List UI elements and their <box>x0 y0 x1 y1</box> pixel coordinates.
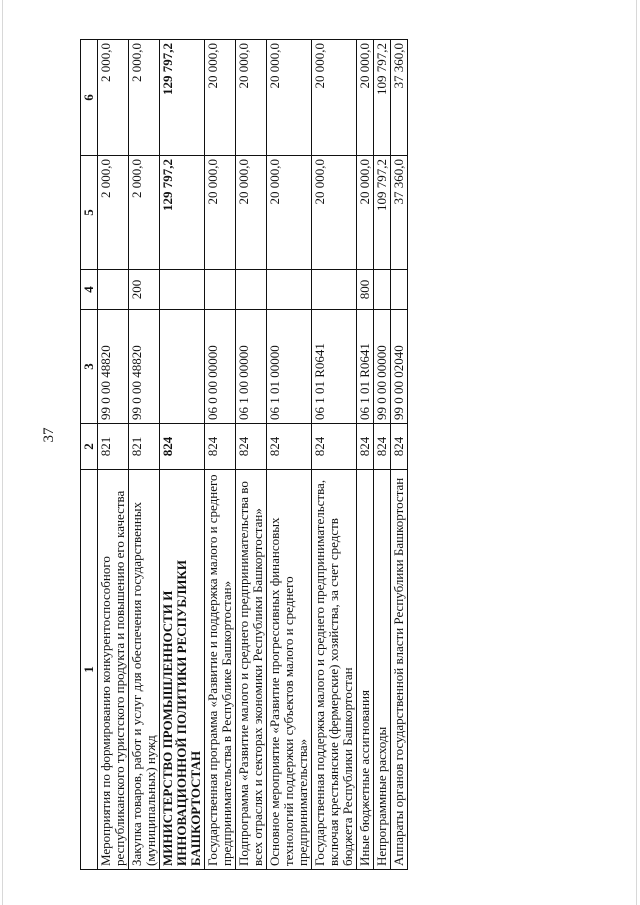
row-name: МИНИСТЕРСТВО ПРОМЫШЛЕННОСТИ И ИННОВАЦИОННОЙ ПОЛИТИКИ РЕСПУБЛИКИ БАШКОРТОСТАН <box>160 470 205 870</box>
row-vr <box>391 270 408 310</box>
table-row-ministry <box>160 40 205 870</box>
column-header: 6 <box>81 40 98 156</box>
row-csr <box>160 310 205 424</box>
row-vr <box>236 270 267 310</box>
budget-table <box>80 39 408 870</box>
row-name: Аппараты органов государственной власти Республики Башкортостан <box>391 470 408 870</box>
row-sum-2: 20 000,0 <box>357 40 374 156</box>
row-csr: 99 0 00 48820 <box>98 310 129 424</box>
row-sum-1: 20 000,0 <box>267 156 312 270</box>
row-csr: 06 1 01 00000 <box>267 310 312 424</box>
row-csr: 06 0 00 00000 <box>205 310 236 424</box>
column-header: 4 <box>81 270 98 310</box>
row-grbs: 824 <box>160 424 205 470</box>
row-grbs: 824 <box>236 424 267 470</box>
rotated-table-container <box>80 40 500 870</box>
column-header: 5 <box>81 156 98 270</box>
row-sum-1: 20 000,0 <box>205 156 236 270</box>
row-csr: 99 0 00 00000 <box>374 310 391 424</box>
row-name: Основное мероприятие «Развитие прогрессивных финансовых технологий поддержки субъектов малого и среднего предпринимательства» <box>267 470 312 870</box>
table-row <box>357 40 374 870</box>
row-sum-2: 109 797,2 <box>374 40 391 156</box>
row-vr <box>205 270 236 310</box>
row-sum-1: 2 000,0 <box>129 156 160 270</box>
table-row <box>236 40 267 870</box>
row-grbs: 824 <box>205 424 236 470</box>
row-name: Закупка товаров, работ и услуг для обеспечения государственных (муниципальных) нужд <box>129 470 160 870</box>
row-name: Государственная поддержка малого и среднего предпринимательства, включая крестьянские (фермерские) хозяйства, за счет средств бюджета Республики Башкортостан <box>312 470 357 870</box>
row-grbs: 821 <box>98 424 129 470</box>
row-sum-1: 2 000,0 <box>98 156 129 270</box>
row-sum-2: 20 000,0 <box>205 40 236 156</box>
row-vr <box>98 270 129 310</box>
row-sum-2: 2 000,0 <box>129 40 160 156</box>
row-sum-2: 20 000,0 <box>236 40 267 156</box>
row-csr: 99 0 00 02040 <box>391 310 408 424</box>
table-row <box>129 40 160 870</box>
header-row <box>81 40 98 870</box>
table-row <box>267 40 312 870</box>
row-vr <box>312 270 357 310</box>
row-vr <box>267 270 312 310</box>
table-row <box>391 40 408 870</box>
table-row <box>205 40 236 870</box>
row-sum-1: 20 000,0 <box>357 156 374 270</box>
row-name: Мероприятия по формированию конкурентоспособного республиканского туристского продукта и повышению его качества <box>98 470 129 870</box>
row-grbs: 824 <box>374 424 391 470</box>
row-csr: 06 1 01 R0641 <box>357 310 374 424</box>
table-row <box>374 40 391 870</box>
row-vr <box>374 270 391 310</box>
row-name: Иные бюджетные ассигнования <box>357 470 374 870</box>
column-header: 3 <box>81 310 98 424</box>
row-csr: 06 1 01 R0641 <box>312 310 357 424</box>
row-sum-2: 2 000,0 <box>98 40 129 156</box>
row-csr: 99 0 00 48820 <box>129 310 160 424</box>
row-sum-2: 129 797,2 <box>160 40 205 156</box>
row-name: Подпрограмма «Развитие малого и среднего предпринимательства во всех отраслях и секторах экономики Республики Башкортостан» <box>236 470 267 870</box>
row-grbs: 824 <box>267 424 312 470</box>
row-grbs: 824 <box>312 424 357 470</box>
scan-edge-right <box>636 0 637 905</box>
page-number: 37 <box>40 427 57 443</box>
table-row <box>98 40 129 870</box>
row-sum-1: 37 360,0 <box>391 156 408 270</box>
column-header: 1 <box>81 470 98 870</box>
row-name: Непрограммные расходы <box>374 470 391 870</box>
row-name: Государственная программа «Развитие и поддержка малого и среднего предпринимательства в Республике Башкортостан» <box>205 470 236 870</box>
row-sum-1: 109 797,2 <box>374 156 391 270</box>
row-sum-1: 129 797,2 <box>160 156 205 270</box>
row-grbs: 821 <box>129 424 160 470</box>
row-vr: 800 <box>357 270 374 310</box>
row-vr <box>160 270 205 310</box>
row-sum-2: 37 360,0 <box>391 40 408 156</box>
row-sum-1: 20 000,0 <box>312 156 357 270</box>
column-header: 2 <box>81 424 98 470</box>
row-grbs: 824 <box>391 424 408 470</box>
row-vr: 200 <box>129 270 160 310</box>
row-sum-2: 20 000,0 <box>312 40 357 156</box>
row-sum-2: 20 000,0 <box>267 40 312 156</box>
row-sum-1: 20 000,0 <box>236 156 267 270</box>
row-grbs: 824 <box>357 424 374 470</box>
table-row <box>312 40 357 870</box>
scan-edge-left <box>2 0 3 905</box>
row-csr: 06 1 00 00000 <box>236 310 267 424</box>
